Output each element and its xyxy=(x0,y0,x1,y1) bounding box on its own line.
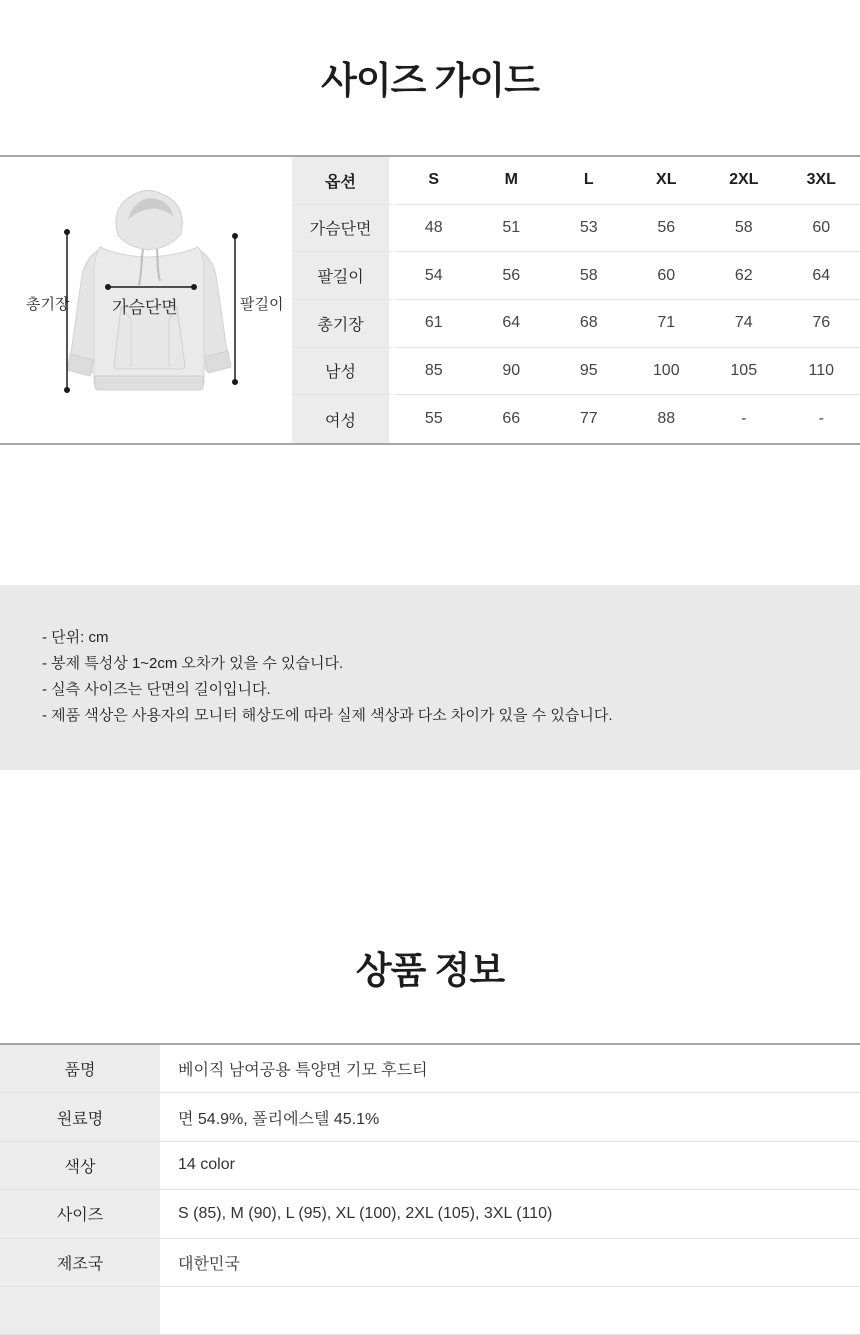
size-cell: 61 xyxy=(395,300,473,348)
product-row-label: 원료명 xyxy=(0,1093,160,1141)
size-cell: 95 xyxy=(550,348,628,396)
size-cell: 85 xyxy=(395,348,473,396)
product-row-label-cutoff xyxy=(0,1287,160,1335)
size-cell: 56 xyxy=(628,205,706,253)
size-row-label: 총기장 xyxy=(292,300,395,348)
size-cell: 77 xyxy=(550,395,628,443)
size-cell: 64 xyxy=(783,252,860,300)
product-row-label: 제조국 xyxy=(0,1239,160,1287)
size-row-label: 남성 xyxy=(292,348,395,396)
size-cell: 100 xyxy=(628,348,706,396)
size-cell: - xyxy=(783,395,860,443)
product-row-label: 색상 xyxy=(0,1142,160,1190)
sleeve-length-label: 팔길이 xyxy=(240,293,283,314)
size-cell: 88 xyxy=(628,395,706,443)
size-table-header-option: 옵션 xyxy=(292,157,395,205)
size-cell: 62 xyxy=(705,252,783,300)
size-cell: 60 xyxy=(628,252,706,300)
size-cell: 56 xyxy=(473,252,551,300)
product-row-value: S (85), M (90), L (95), XL (100), 2XL (105), 3XL (110) xyxy=(160,1190,860,1238)
hoodie-measurement-figure xyxy=(0,157,292,443)
product-row-value: 대한민국 xyxy=(160,1239,860,1287)
product-info-table xyxy=(0,1043,860,1335)
size-row-label: 팔길이 xyxy=(292,252,395,300)
size-cell: 60 xyxy=(783,205,860,253)
size-guide-section xyxy=(0,157,860,443)
size-cell: 58 xyxy=(550,252,628,300)
size-guide-bottom-rule xyxy=(0,443,860,445)
size-cell: 53 xyxy=(550,205,628,253)
size-cell: 68 xyxy=(550,300,628,348)
note-monitor-color: - 제품 색상은 사용자의 모니터 해상도에 따라 실제 색상과 다소 차이가 있을 수 있습니다. xyxy=(42,703,830,729)
size-guide-title: 사이즈 가이드 xyxy=(0,50,860,104)
size-table-header-m: M xyxy=(473,157,551,205)
size-cell: 55 xyxy=(395,395,473,443)
product-info-title: 상품 정보 xyxy=(0,940,860,994)
size-table-header-l: L xyxy=(550,157,628,205)
note-unit: - 단위: cm xyxy=(42,625,830,651)
size-table-header-xl: XL xyxy=(628,157,706,205)
size-cell: 74 xyxy=(705,300,783,348)
total-length-label: 총기장 xyxy=(26,293,69,314)
size-guide-notes xyxy=(0,585,860,770)
product-row-value: 베이직 남여공용 특양면 기모 후드티 xyxy=(160,1045,860,1093)
note-flat-measure: - 실측 사이즈는 단면의 길이입니다. xyxy=(42,677,830,703)
size-cell: 90 xyxy=(473,348,551,396)
size-cell: 110 xyxy=(783,348,860,396)
size-cell: 48 xyxy=(395,205,473,253)
size-cell: 105 xyxy=(705,348,783,396)
size-cell: 58 xyxy=(705,205,783,253)
size-cell: 71 xyxy=(628,300,706,348)
product-row-value: 14 color xyxy=(160,1142,860,1190)
size-row-label: 여성 xyxy=(292,395,395,443)
note-tolerance: - 봉제 특성상 1~2cm 오차가 있을 수 있습니다. xyxy=(42,651,830,677)
size-cell: - xyxy=(705,395,783,443)
size-cell: 64 xyxy=(473,300,551,348)
chest-width-label: 가슴단면 xyxy=(112,293,178,318)
size-table-header-s: S xyxy=(395,157,473,205)
size-row-label: 가슴단면 xyxy=(292,205,395,253)
size-table-header-3xl: 3XL xyxy=(783,157,860,205)
product-row-value-cutoff xyxy=(160,1287,860,1335)
sleeve-measure-line xyxy=(232,233,238,385)
product-row-label: 품명 xyxy=(0,1045,160,1093)
product-row-label: 사이즈 xyxy=(0,1190,160,1238)
size-cell: 76 xyxy=(783,300,860,348)
size-cell: 51 xyxy=(473,205,551,253)
size-table-header-2xl: 2XL xyxy=(705,157,783,205)
size-cell: 54 xyxy=(395,252,473,300)
size-cell: 66 xyxy=(473,395,551,443)
product-row-value: 면 54.9%, 폴리에스텔 45.1% xyxy=(160,1093,860,1141)
size-table xyxy=(292,157,860,443)
